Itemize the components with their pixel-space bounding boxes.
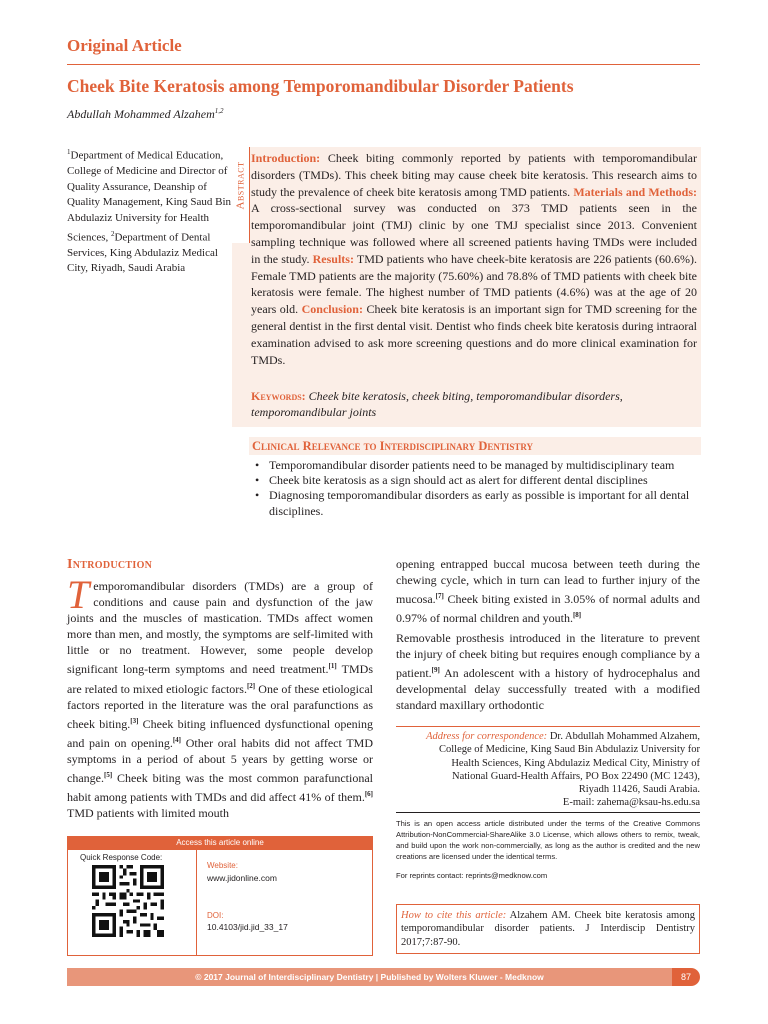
correspondence-block [396, 730, 700, 810]
reference-link[interactable]: [7] [435, 592, 444, 601]
affil-text-2: Department of Dental Services, King Abdulaziz Medical City, Riyadh, Saudi Arabia [67, 231, 218, 275]
intro-text: Removable prosthesis introduced in the literature to prevent the injury of cheek biting but requires enough compliance by a patient. [396, 631, 700, 681]
doi-link[interactable]: 10.4103/jid.jid_33_17 [207, 922, 288, 932]
correspondence-line: College of Medicine, King Saud Bin Abdulaziz University for [439, 744, 700, 756]
citation-label: How to cite this article: [401, 910, 507, 921]
qr-code-icon[interactable] [92, 865, 164, 937]
intro-text: TMDs are related to mixed etiologic factors. [67, 662, 374, 696]
reprints-contact[interactable]: For reprints contact: reprints@medknow.com [396, 871, 548, 880]
reference-link[interactable]: [3] [130, 716, 139, 725]
intro-text: Cheek biting existed in 3.05% of normal adults and 0.97% of normal children and youth. [396, 592, 700, 626]
access-divider [196, 850, 197, 956]
correspondence-line: National Guard-Health Affairs, PO Box 22490 (MC 1243), [452, 770, 700, 782]
correspondence-name: Dr. Abdullah Mohammed Alzahem, [547, 731, 700, 742]
affil-sup-2: 2 [110, 229, 115, 238]
keywords-text: Cheek bite keratosis, cheek biting, temporomandibular disorders, temporomandibular joints [251, 389, 623, 419]
reference-link[interactable]: [9] [431, 666, 440, 675]
reference-link[interactable]: [6] [364, 790, 373, 799]
correspondence-line: Riyadh 11426, Saudi Arabia. [578, 784, 700, 796]
intro-text: Cheek biting was the most common parafunctional habit among patients with TMDs and did affect 41% of them. [67, 771, 373, 805]
keywords [251, 388, 697, 420]
correspondence-line: Health Sciences, King Abdulaziz Medical City, Ministry of [451, 757, 700, 769]
clinical-relevance-heading: Clinical Relevance to Interdisciplinary Dentistry [249, 437, 701, 455]
list-item: • Temporomandibular disorder patients need to be managed by multidisciplinary team [251, 458, 697, 473]
clinical-relevance-list [251, 458, 697, 519]
citation-box [396, 904, 700, 954]
footer-bar: © 2017 Journal of Interdisciplinary Dentistry | Published by Wolters Kluwer - Medknow [67, 968, 672, 986]
introduction-paragraph-2 [396, 630, 700, 713]
abstract-results-label: Results: [312, 251, 354, 266]
author-name: Abdullah Mohammed Alzahem [67, 107, 215, 121]
abstract-intro-text: Cheek biting commonly reported by patients with temporomandibular disorders (TMDs). This cheek biting may cause cheek bite keratosis. This research aims to study the prevalence of cheek bite keratosis among TMD patients. [251, 151, 697, 199]
website-link[interactable]: www.jidonline.com [207, 873, 277, 883]
introduction-paragraph-1 [67, 572, 374, 821]
author-affil-sup: 1,2 [214, 107, 224, 115]
page-number: 87 [672, 968, 700, 986]
abstract-text [251, 150, 697, 368]
abstract-intro-label: Introduction: [251, 151, 321, 165]
license-rule [396, 812, 700, 813]
introduction-paragraph-1-cont [396, 556, 700, 626]
correspondence-email[interactable]: E-mail: zahema@ksau-hs.edu.sa [562, 797, 700, 809]
reference-link[interactable]: [4] [172, 735, 182, 744]
license-text: This is an open access article distributed under the terms of the Creative Commons Attribution-NonCommercial-ShareAlike 3.0 License, which allows others to remix, tweak, and build upon the work non-commercially, as long as the author is credited and the new creations are licensed under the identical terms. [396, 819, 700, 861]
intro-text: An adolescent with a history of hydrocephalus and developmental delay successfully treated with a modified standard maxillary orthodontic [396, 666, 700, 713]
article-type: Original Article [67, 36, 182, 55]
intro-text: Cheek biting influenced dysfunctional opening and pain on opening. [67, 716, 374, 750]
list-item: • Diagnosing temporomandibular disorders as early as possible is important for all dental disciplines. [251, 488, 697, 518]
access-heading: Access this article online [67, 836, 373, 850]
correspondence-rule [396, 726, 700, 727]
qr-label: Quick Response Code: [80, 853, 163, 862]
abstract-conclusion-label: Conclusion: [301, 302, 363, 317]
header-rule [67, 64, 700, 65]
citation-text: Alzahem AM. Cheek bite keratosis among temporomandibular disorder patients. J Interdiscip Dentistry 2017;7:87-90. [401, 910, 695, 948]
intro-text: Other oral habits did not affect TMD symptoms in a period of about 5 years by getting worse or change. [67, 735, 373, 786]
intro-text: opening entrapped buccal mucosa between teeth during the chewing cycle, which in turn can lead to further injury of the mucosa. [396, 557, 700, 607]
author [67, 107, 224, 122]
intro-text: TMD patients with limited mouth [67, 806, 229, 821]
drop-cap: T [67, 572, 90, 617]
reference-link[interactable]: [2] [246, 681, 256, 690]
affil-sup-1: 1 [67, 148, 71, 156]
abstract-label: Abstract [234, 161, 247, 210]
doi-label: DOI: [207, 911, 224, 920]
abstract-methods-text: A cross-sectional survey was conducted on 373 TMD patients seen in the temporomandibular joint (TMJ) clinic by one TMJ specialist since 2013. Convenient sampling technique was followed where all screened patients having TMDs were included in the study. [251, 201, 697, 266]
reference-link[interactable]: [8] [572, 611, 582, 620]
abstract-results-text: TMD patients who have cheek-bite keratosis are 226 patients (60.6%). Female TMD patients are the majority (75.60%) and 78.8% of TMD patients with cheek bite keratosis were female. The highest number of TMD patients (4.6%) was at the age of 20 years old. [251, 251, 697, 317]
introduction-heading: Introduction [67, 557, 153, 572]
affiliations [67, 145, 237, 277]
correspondence-label: Address for correspondence: [426, 731, 548, 742]
intro-text: One of these etiological factors reported in the literature was the oral parafunctions as cheek biting. [67, 681, 373, 731]
affil-text-1: Department of Medical Education, College of Medicine and Director of Quality Assurance, Deanship of Quality Management, King Saud Bin Abdulaziz University for Health Sciences, [67, 149, 232, 244]
website-label: Website: [207, 861, 238, 870]
reference-link[interactable]: [1] [328, 662, 337, 671]
article-title: Cheek Bite Keratosis among Temporomandibular Disorder Patients [67, 76, 574, 96]
abstract-conclusion-text: Cheek bite keratosis is an important sign for TMD screening for the general dentist in the first dental visit. Dentist who finds cheek bite keratosis during intraoral examination advised to ask more screening questions and do more clinical examination for TMDs. [251, 302, 698, 367]
intro-text: emporomandibular disorders (TMDs) are a group of conditions and cause pain and dysfunction of the jaw joints and the muscles of mastication. TMDs affect women more than men, and mostly, the symptoms are self-limited with little or no treatment. However, some people develop significant long-term symptoms and need treatment. [67, 579, 373, 677]
reference-link[interactable]: [5] [103, 771, 113, 780]
keywords-label: Keywords: [251, 389, 306, 403]
list-item: • Cheek bite keratosis as a sign should act as alert for different dental disciplines [251, 473, 697, 488]
abstract-methods-label: Materials and Methods: [573, 184, 697, 199]
